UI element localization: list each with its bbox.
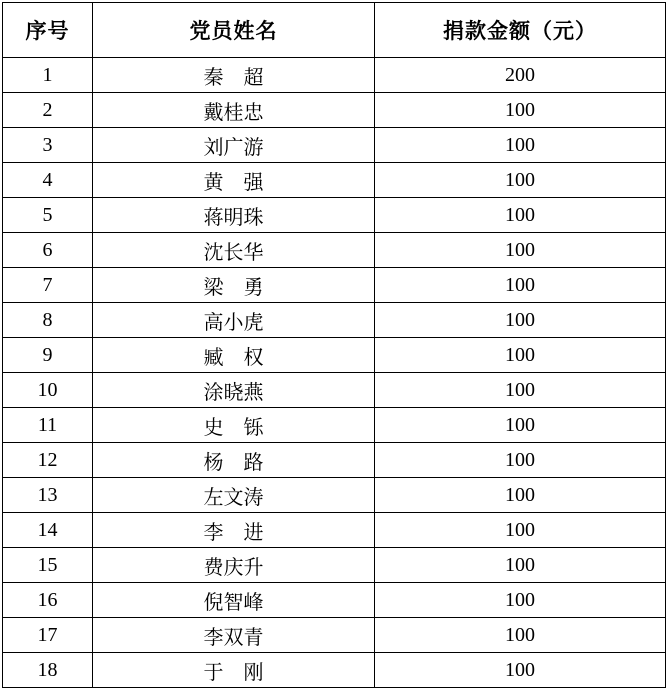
row-number-cell: 17 [3, 618, 93, 653]
amount-cell: 100 [375, 653, 666, 688]
table-body [3, 58, 666, 688]
table-row [3, 128, 666, 163]
table-row [3, 548, 666, 583]
amount-cell: 100 [375, 268, 666, 303]
table-row [3, 513, 666, 548]
table-row [3, 198, 666, 233]
table-row [3, 478, 666, 513]
member-name-cell: 臧 权 [93, 338, 375, 373]
member-name-cell: 倪智峰 [93, 583, 375, 618]
member-name-cell: 刘广游 [93, 128, 375, 163]
table-row [3, 93, 666, 128]
amount-cell: 100 [375, 548, 666, 583]
row-number-cell: 10 [3, 373, 93, 408]
row-number-cell: 11 [3, 408, 93, 443]
member-name-cell: 费庆升 [93, 548, 375, 583]
member-name-cell: 沈长华 [93, 233, 375, 268]
table-row [3, 163, 666, 198]
amount-cell: 100 [375, 513, 666, 548]
amount-cell: 100 [375, 618, 666, 653]
table-row [3, 583, 666, 618]
row-number-cell: 12 [3, 443, 93, 478]
amount-cell: 100 [375, 163, 666, 198]
row-number-cell: 2 [3, 93, 93, 128]
row-number-cell: 8 [3, 303, 93, 338]
row-number-cell: 3 [3, 128, 93, 163]
amount-cell: 100 [375, 128, 666, 163]
table-row [3, 338, 666, 373]
header-donation-amount: 捐款金额（元） [375, 3, 666, 58]
row-number-cell: 13 [3, 478, 93, 513]
table-row [3, 58, 666, 93]
amount-cell: 100 [375, 338, 666, 373]
table-row [3, 233, 666, 268]
row-number-cell: 5 [3, 198, 93, 233]
row-number-cell: 15 [3, 548, 93, 583]
table-row [3, 443, 666, 478]
amount-cell: 100 [375, 583, 666, 618]
row-number-cell: 9 [3, 338, 93, 373]
row-number-cell: 4 [3, 163, 93, 198]
member-name-cell: 秦 超 [93, 58, 375, 93]
table-row [3, 268, 666, 303]
amount-cell: 100 [375, 408, 666, 443]
table-row [3, 653, 666, 688]
table-row [3, 408, 666, 443]
donation-table-container [2, 2, 666, 688]
row-number-cell: 14 [3, 513, 93, 548]
row-number-cell: 7 [3, 268, 93, 303]
amount-cell: 100 [375, 303, 666, 338]
row-number-cell: 1 [3, 58, 93, 93]
member-name-cell: 蒋明珠 [93, 198, 375, 233]
header-member-name: 党员姓名 [93, 3, 375, 58]
member-name-cell: 李双青 [93, 618, 375, 653]
table-row [3, 373, 666, 408]
member-name-cell: 左文涛 [93, 478, 375, 513]
amount-cell: 100 [375, 198, 666, 233]
row-number-cell: 18 [3, 653, 93, 688]
amount-cell: 100 [375, 443, 666, 478]
amount-cell: 100 [375, 233, 666, 268]
amount-cell: 200 [375, 58, 666, 93]
amount-cell: 100 [375, 93, 666, 128]
member-name-cell: 高小虎 [93, 303, 375, 338]
member-name-cell: 杨 路 [93, 443, 375, 478]
member-name-cell: 梁 勇 [93, 268, 375, 303]
table-header-row [3, 3, 666, 58]
table-row [3, 303, 666, 338]
member-name-cell: 于 刚 [93, 653, 375, 688]
header-serial-number: 序号 [3, 3, 93, 58]
donation-table [2, 2, 666, 688]
row-number-cell: 6 [3, 233, 93, 268]
row-number-cell: 16 [3, 583, 93, 618]
table-row [3, 618, 666, 653]
member-name-cell: 李 进 [93, 513, 375, 548]
amount-cell: 100 [375, 373, 666, 408]
member-name-cell: 戴桂忠 [93, 93, 375, 128]
member-name-cell: 黄 强 [93, 163, 375, 198]
amount-cell: 100 [375, 478, 666, 513]
member-name-cell: 涂晓燕 [93, 373, 375, 408]
member-name-cell: 史 铄 [93, 408, 375, 443]
